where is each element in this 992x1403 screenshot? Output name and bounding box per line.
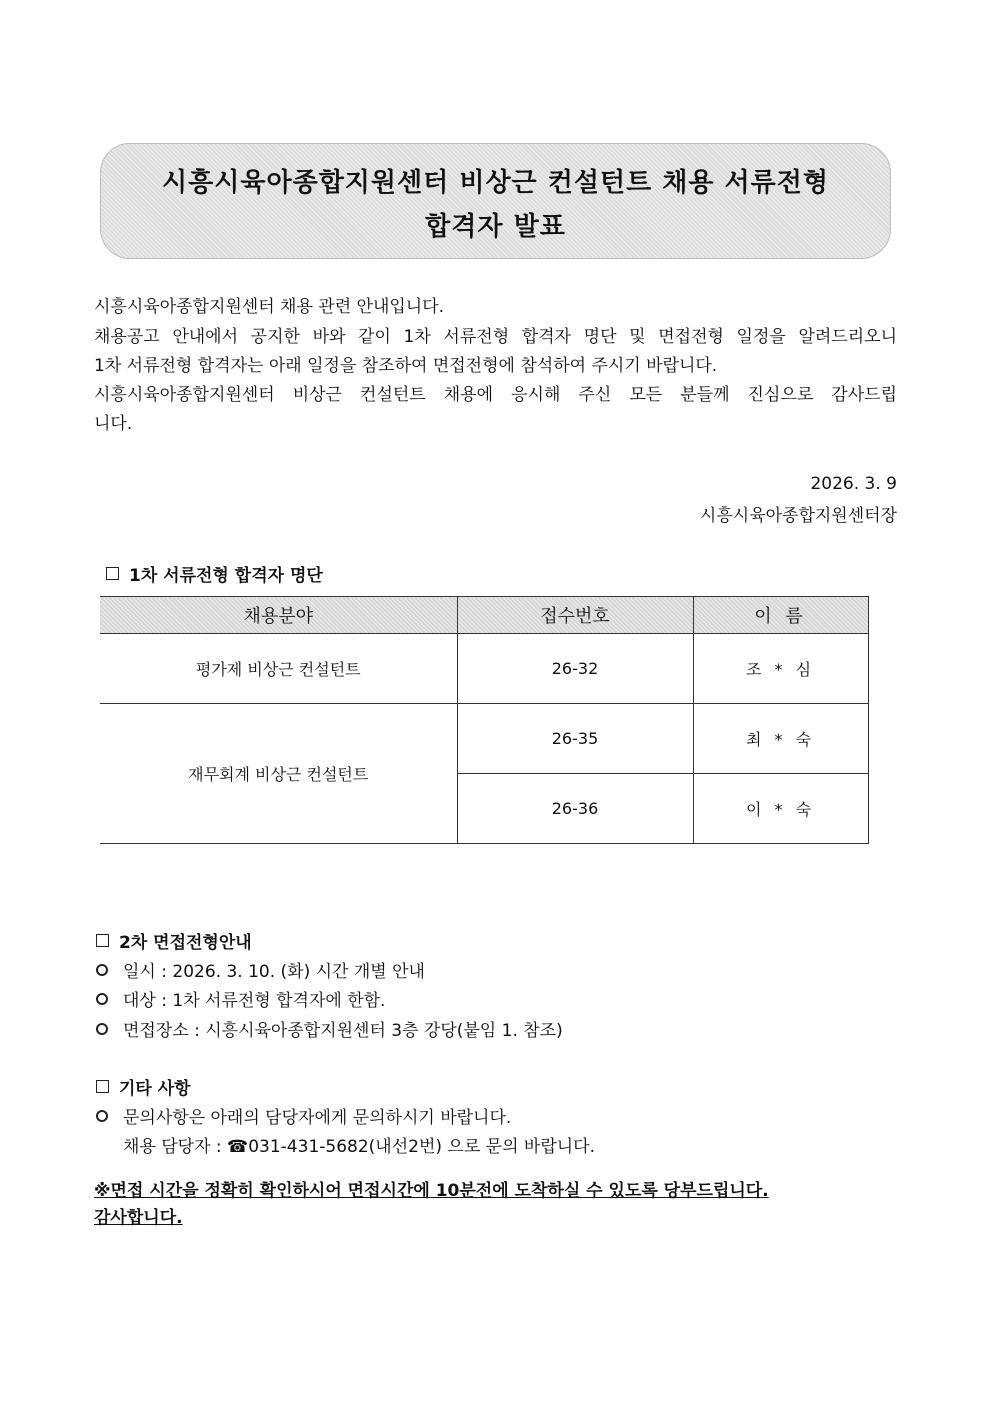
- intro-line3: 1차 서류전형 합격자는 아래 일정을 참조하여 면접전형에 참석하여 주시기 바랍니다.: [94, 356, 718, 376]
- list-item: [96, 986, 385, 1011]
- sender-name: 시흥시육아종합지원센터장: [699, 506, 897, 526]
- checkbox-square-icon: [96, 934, 109, 947]
- section3-heading: [96, 1074, 191, 1099]
- section3-heading-text: 기타 사항: [119, 1079, 191, 1099]
- section1-heading: [106, 561, 323, 586]
- cell-name: 이 * 숙: [693, 774, 868, 844]
- column-header-field: 채용분야: [100, 597, 457, 634]
- circle-bullet-icon: [96, 993, 108, 1005]
- section2-heading-text: 2차 면접전형안내: [119, 933, 252, 953]
- notice-line2: 감사합니다.: [94, 1208, 183, 1228]
- notice-line1: ※면접 시간을 정확히 확인하시어 면접시간에 10분전에 도착하실 수 있도록 당부드립니다.: [94, 1181, 769, 1201]
- circle-bullet-icon: [96, 1023, 108, 1035]
- announcement-date: 2026. 3. 9: [810, 474, 897, 494]
- intro-line2: 채용공고 안내에서 공지한 바와 같이 1차 서류전형 합격자 명단 및 면접전형 일정을 알려드리오니: [94, 327, 897, 347]
- column-header-name: 이 름: [693, 597, 868, 634]
- cell-field: 재무회계 비상근 컨설턴트: [100, 704, 457, 844]
- cell-field: 평가제 비상근 컨설턴트: [100, 634, 457, 704]
- table-header-row: [100, 597, 868, 634]
- checkbox-square-icon: [106, 567, 119, 580]
- intro-line5: 니다.: [94, 414, 133, 434]
- cell-name: 최 * 숙: [693, 704, 868, 774]
- checkbox-square-icon: [96, 1080, 109, 1093]
- table-row: [100, 634, 868, 704]
- list-item: [96, 1016, 563, 1041]
- result-table: [100, 596, 869, 844]
- cell-name: 조 * 심: [693, 634, 868, 704]
- intro-line4: 시흥시육아종합지원센터 비상근 컨설턴트 채용에 응시해 주신 모든 분들께 진심으로 감사드립: [94, 385, 897, 405]
- cell-number: 26-32: [457, 634, 693, 704]
- column-header-number: 접수번호: [457, 597, 693, 634]
- contact-line: [123, 1132, 595, 1157]
- contact-text: 채용 담당자 : ☎031-431-5682(내선2번) 으로 문의 바랍니다.: [123, 1137, 595, 1157]
- page-title-line2: 합격자 발표: [425, 212, 566, 242]
- page-title-line1: 시흥시육아종합지원센터 비상근 컨설턴트 채용 서류전형: [162, 168, 829, 198]
- section1-heading-text: 1차 서류전형 합격자 명단: [129, 566, 323, 586]
- list-item: [96, 1103, 511, 1128]
- cell-number: 26-35: [457, 704, 693, 774]
- cell-number: 26-36: [457, 774, 693, 844]
- table-row: [100, 704, 868, 774]
- list-item: [96, 957, 425, 982]
- interview-date-text: 일시 : 2026. 3. 10. (화) 시간 개별 안내: [123, 962, 425, 982]
- inquiry-text: 문의사항은 아래의 담당자에게 문의하시기 바랍니다.: [123, 1108, 512, 1128]
- circle-bullet-icon: [96, 964, 108, 976]
- interview-location-text: 면접장소 : 시흥시육아종합지원센터 3층 강당(붙임 1. 참조): [123, 1021, 563, 1041]
- title-banner: [100, 143, 891, 259]
- intro-line1: 시흥시육아종합지원센터 채용 관련 안내입니다.: [94, 297, 445, 317]
- section2-heading: [96, 928, 252, 953]
- circle-bullet-icon: [96, 1110, 108, 1122]
- interview-target-text: 대상 : 1차 서류전형 합격자에 한함.: [123, 991, 386, 1011]
